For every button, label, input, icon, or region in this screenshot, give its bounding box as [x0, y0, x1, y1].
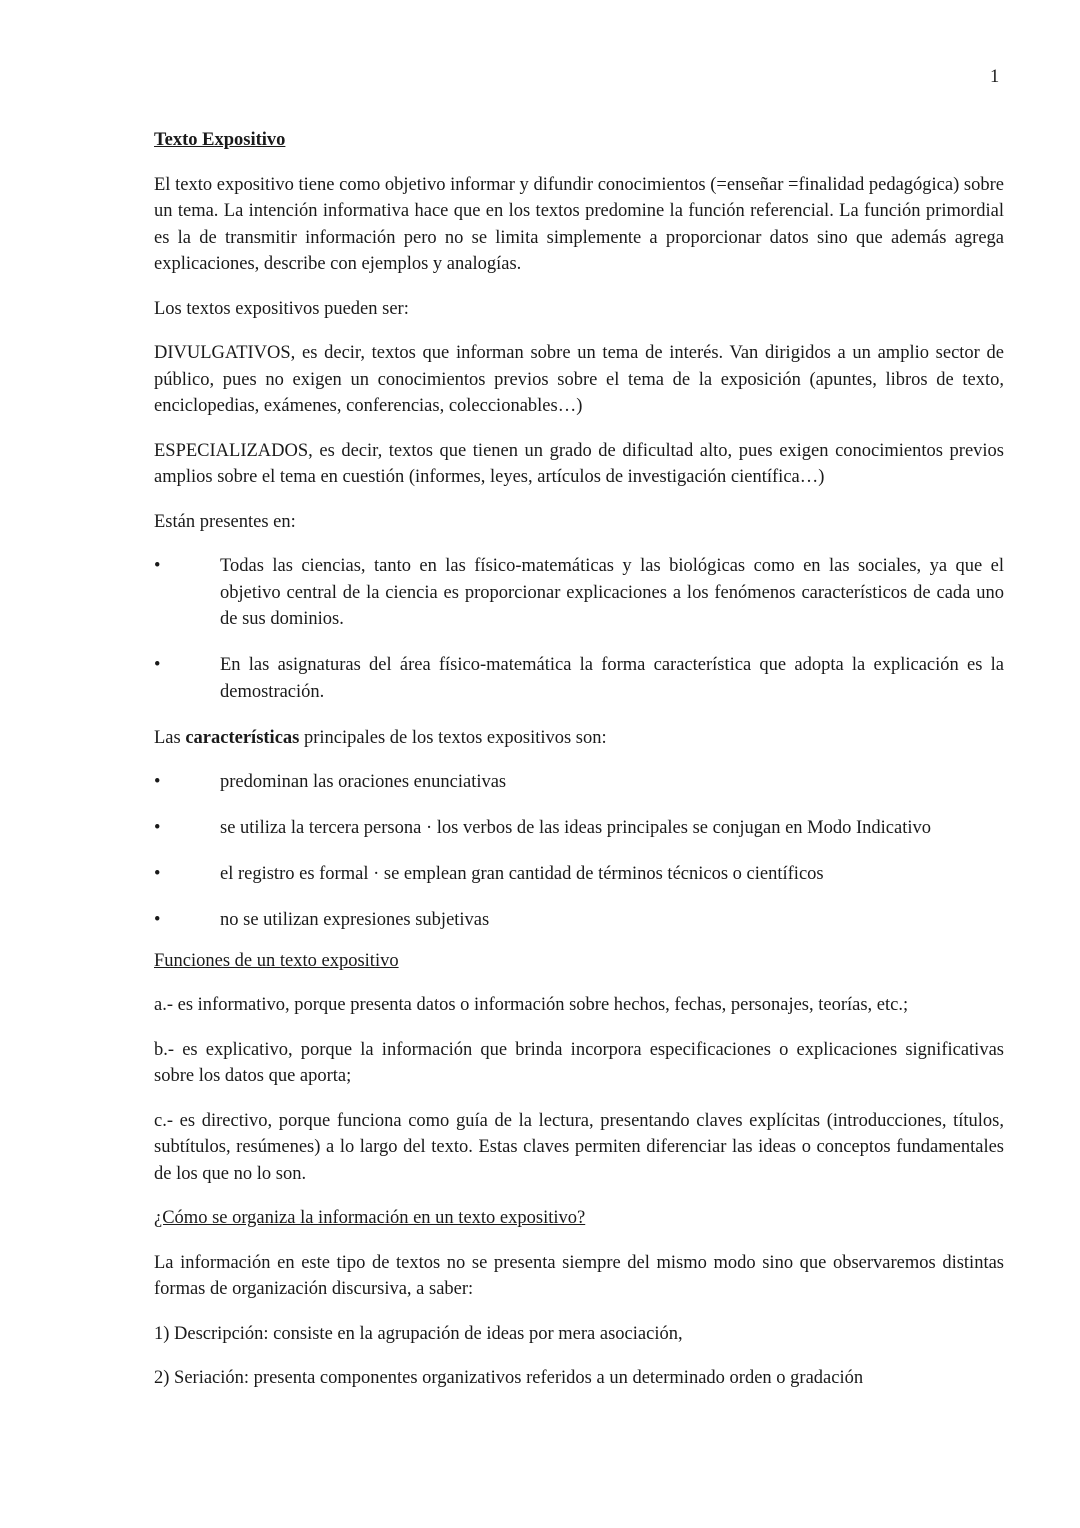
- bullet-icon: •: [154, 818, 161, 838]
- presentes-intro: Están presentes en:: [154, 511, 296, 532]
- organiza-heading: ¿Cómo se organiza la información en un texto expositivo?: [154, 1208, 586, 1228]
- document-title: Texto Expositivo: [154, 130, 286, 150]
- bullet-icon: •: [154, 910, 161, 930]
- especializados-paragraph: ESPECIALIZADOS, es decir, textos que tienen un grado de dificultad alto, pues exigen conocimientos previos amplios sobre el tema en cuestión (informes, leyes, artículos de investigación científica…): [154, 440, 1004, 487]
- list-item: [154, 861, 1004, 888]
- bullet-icon: •: [154, 772, 161, 792]
- bullet-icon: •: [154, 556, 161, 576]
- types-intro: Los textos expositivos pueden ser:: [154, 298, 409, 319]
- list-item-text: no se utilizan expresiones subjetivas: [220, 910, 490, 930]
- organiza-intro: La información en este tipo de textos no se presenta siempre del mismo modo sino que observaremos distintas formas de organización discursiva, a saber:: [154, 1252, 1004, 1299]
- caracteristicas-intro-before: Las: [154, 727, 186, 748]
- document-body: [154, 127, 1004, 1410]
- caracteristicas-intro-after: principales de los textos expositivos son:: [299, 727, 607, 748]
- funcion-b: b.- es explicativo, porque la información que brinda incorpora especificaciones o explicaciones significativas sobre los datos que aporta;: [154, 1039, 1004, 1086]
- list-item-text: Todas las ciencias, tanto en las físico-matemáticas y las biológicas como en las sociales, ya que el objetivo central de la ciencia es proporcionar explicaciones a los fenómenos característicos de cada uno de sus dominios.: [220, 556, 1004, 629]
- funcion-a: a.- es informativo, porque presenta datos o información sobre hechos, fechas, personajes, teorías, etc.;: [154, 995, 909, 1015]
- list-item: [154, 815, 1004, 842]
- bullet-icon: •: [154, 655, 161, 675]
- bullet-icon: •: [154, 864, 161, 884]
- list-item-text: predominan las oraciones enunciativas: [220, 772, 507, 792]
- list-item-text: En las asignaturas del área físico-matemática la forma característica que adopta la explicación es la demostración.: [220, 655, 1004, 702]
- list-item: [154, 907, 1004, 934]
- organiza-item-2: 2) Seriación: presenta componentes organizativos referidos a un determinado orden o gradación: [154, 1368, 864, 1388]
- caracteristicas-intro: [154, 725, 1004, 752]
- funcion-c: c.- es directivo, porque funciona como guía de la lectura, presentando claves explícitas (introducciones, títulos, subtítulos, resúmenes) a lo largo del texto. Estas claves permiten diferenciar las ideas o conceptos fundamentales de los que no lo son.: [154, 1110, 1004, 1184]
- intro-paragraph: El texto expositivo tiene como objetivo informar y difundir conocimientos (=enseñar =finalidad pedagógica) sobre un tema. La intención informativa hace que en los textos predomine la función referencial. La función primordial es la de transmitir información pero no se limita simplemente a proporcionar datos sino que además agrega explicaciones, describe con ejemplos y analogías.: [154, 174, 1004, 274]
- caracteristicas-list: [154, 769, 1004, 934]
- list-item: [154, 652, 1004, 705]
- list-item: [154, 553, 1004, 633]
- page-number: 1: [990, 67, 1000, 87]
- list-item: [154, 769, 1004, 796]
- organiza-item-1: 1) Descripción: consiste en la agrupación de ideas por mera asociación,: [154, 1323, 683, 1344]
- caracteristicas-bold-word: características: [185, 727, 300, 748]
- divulgativos-paragraph: DIVULGATIVOS, es decir, textos que informan sobre un tema de interés. Van dirigidos a un amplio sector de público, pues no exigen un conocimientos previos sobre el tema de la exposición (apuntes, libros de texto, enciclopedias, exámenes, conferencias, coleccionables…): [154, 343, 1004, 416]
- list-item-text: se utiliza la tercera persona · los verbos de las ideas principales se conjugan en Modo Indicativo: [220, 818, 931, 838]
- list-item-text: el registro es formal · se emplean gran cantidad de términos técnicos o científicos: [220, 864, 824, 884]
- presentes-list: [154, 553, 1004, 705]
- funciones-heading: Funciones de un texto expositivo: [154, 950, 399, 971]
